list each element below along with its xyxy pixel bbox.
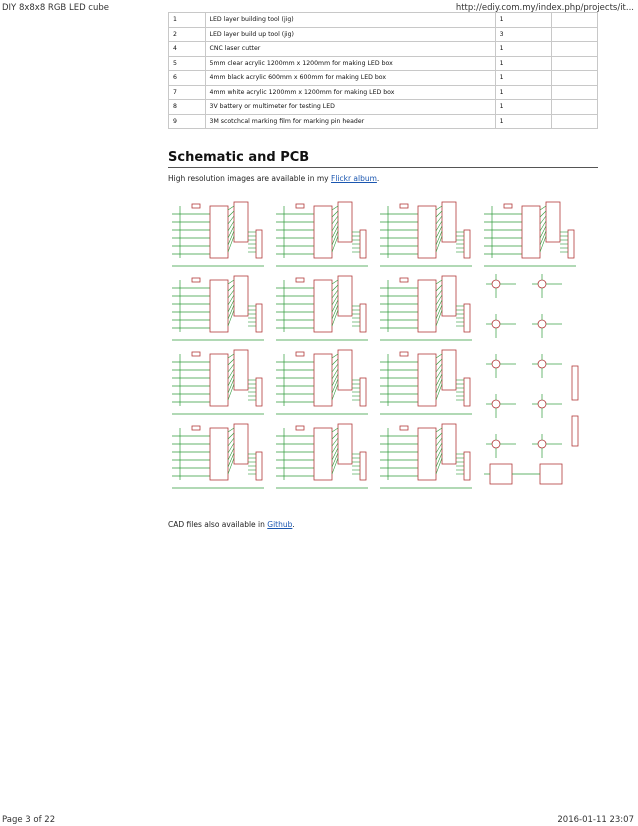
transistor-symbol — [492, 360, 500, 368]
resistor-symbol — [192, 204, 200, 208]
table-cell-num: 5 — [169, 56, 206, 71]
github-text: CAD files also available in — [168, 520, 268, 529]
wire — [228, 354, 234, 358]
wire — [436, 285, 442, 291]
resistor-symbol — [400, 352, 408, 356]
pin-header — [360, 230, 366, 258]
resistor-symbol — [504, 204, 512, 208]
wire — [228, 300, 234, 312]
resistor-symbol — [400, 426, 408, 430]
section-heading: Schematic and PCB — [168, 150, 598, 168]
table-row — [169, 71, 598, 86]
table-cell-qty: 1 — [495, 100, 551, 115]
ic-chip — [418, 354, 436, 406]
resistor-symbol — [296, 204, 304, 208]
wire — [228, 211, 234, 217]
wire — [332, 433, 338, 439]
wire — [436, 211, 442, 217]
ic-chip — [442, 202, 456, 242]
resistor-symbol — [192, 352, 200, 356]
ic-chip — [234, 350, 248, 390]
ic-chip — [442, 424, 456, 464]
wire — [436, 300, 442, 312]
table-cell-empty — [551, 56, 597, 71]
ic-chip — [314, 354, 332, 406]
table-cell-empty — [551, 27, 597, 42]
pin-header — [568, 230, 574, 258]
resistor-symbol — [296, 426, 304, 430]
table-cell-qty: 1 — [495, 114, 551, 129]
ic-chip — [210, 354, 228, 406]
table-row — [169, 114, 598, 129]
wire — [228, 206, 234, 210]
wire — [228, 433, 234, 439]
transistor-symbol — [492, 320, 500, 328]
wire — [332, 206, 338, 210]
ic-chip — [234, 276, 248, 316]
wire — [228, 448, 234, 460]
wire — [228, 226, 234, 238]
ic-chip — [442, 350, 456, 390]
wire — [332, 428, 338, 432]
table-cell-qty: 1 — [495, 85, 551, 100]
table-cell-empty — [551, 114, 597, 129]
table-cell-num: 6 — [169, 71, 206, 86]
table-cell-qty: 1 — [495, 13, 551, 28]
table-cell-desc: 3V battery or multimeter for testing LED — [205, 100, 495, 115]
resistor-symbol — [192, 426, 200, 430]
table-cell-num: 2 — [169, 27, 206, 42]
wire — [436, 206, 442, 210]
pin-header — [464, 230, 470, 258]
pin-header — [256, 304, 262, 332]
connector — [572, 416, 578, 446]
transistor-symbol — [538, 280, 546, 288]
table-cell-desc: 4mm white acrylic 1200mm x 1200mm for making LED box — [205, 85, 495, 100]
ic-chip — [234, 424, 248, 464]
connector — [572, 366, 578, 400]
wire — [436, 359, 442, 365]
pin-header — [256, 378, 262, 406]
wire — [540, 206, 546, 210]
table-cell-qty: 1 — [495, 56, 551, 71]
table-cell-desc: 3M scotchcal marking film for marking pin header — [205, 114, 495, 129]
pin-header — [256, 452, 262, 480]
table-cell-empty — [551, 100, 597, 115]
ic-chip — [314, 428, 332, 480]
wire — [332, 285, 338, 291]
table-cell-num: 7 — [169, 85, 206, 100]
ic-chip — [418, 206, 436, 258]
wire — [540, 211, 546, 217]
ic-chip — [338, 424, 352, 464]
table-cell-qty: 1 — [495, 71, 551, 86]
ic-chip — [338, 202, 352, 242]
transistor-symbol — [538, 400, 546, 408]
ic-chip — [338, 350, 352, 390]
footer-timestamp: 2016-01-11 23:07 — [557, 815, 634, 825]
transistor-symbol — [538, 360, 546, 368]
resistor-symbol — [192, 278, 200, 282]
pin-header — [464, 304, 470, 332]
ic-chip — [314, 280, 332, 332]
table-cell-desc: CNC laser cutter — [205, 42, 495, 57]
table-cell-num: 9 — [169, 114, 206, 129]
header-title: DIY 8x8x8 RGB LED cube — [2, 3, 109, 13]
transistor-symbol — [538, 320, 546, 328]
wire — [436, 448, 442, 460]
wire — [332, 300, 338, 312]
table-cell-empty — [551, 71, 597, 86]
wire — [332, 211, 338, 217]
pin-header — [464, 452, 470, 480]
table-row — [169, 100, 598, 115]
ic-chip — [210, 428, 228, 480]
github-text-end: . — [292, 520, 295, 529]
flickr-paragraph — [168, 174, 379, 183]
table-cell-qty: 3 — [495, 27, 551, 42]
table-row — [169, 27, 598, 42]
resistor-symbol — [296, 278, 304, 282]
github-paragraph — [168, 520, 295, 529]
flickr-text-end: . — [376, 174, 380, 183]
ic-chip — [546, 202, 560, 242]
table-cell-num: 4 — [169, 42, 206, 57]
pin-header — [256, 230, 262, 258]
pin-header — [360, 452, 366, 480]
table-row — [169, 85, 598, 100]
schematic-image — [168, 196, 598, 494]
wire — [436, 226, 442, 238]
wire — [436, 354, 442, 358]
tools-table — [168, 12, 598, 129]
table-cell-desc: 5mm clear acrylic 1200mm x 1200mm for making LED box — [205, 56, 495, 71]
ic-chip — [442, 276, 456, 316]
wire — [228, 280, 234, 284]
table-row — [169, 56, 598, 71]
wire — [436, 428, 442, 432]
wire — [332, 280, 338, 284]
ic-chip — [210, 206, 228, 258]
wire — [332, 226, 338, 238]
wire — [540, 226, 546, 238]
transistor-symbol — [538, 440, 546, 448]
pin-header — [464, 378, 470, 406]
pin-header — [360, 378, 366, 406]
table-cell-num: 8 — [169, 100, 206, 115]
table-cell-desc: LED layer build up tool (jig) — [205, 27, 495, 42]
transistor-symbol — [492, 280, 500, 288]
table-row — [169, 13, 598, 28]
wire — [436, 280, 442, 284]
resistor-symbol — [400, 278, 408, 282]
transistor-symbol — [492, 440, 500, 448]
table-cell-empty — [551, 85, 597, 100]
wire — [228, 285, 234, 291]
wire — [332, 354, 338, 358]
table-cell-empty — [551, 13, 597, 28]
wire — [228, 428, 234, 432]
ic-chip — [338, 276, 352, 316]
ic-chip — [522, 206, 540, 258]
table-cell-num: 1 — [169, 13, 206, 28]
transistor-symbol — [492, 400, 500, 408]
resistor-symbol — [296, 352, 304, 356]
table-cell-qty: 1 — [495, 42, 551, 57]
ic-chip — [314, 206, 332, 258]
wire — [332, 374, 338, 386]
table-cell-desc: LED layer building tool (jig) — [205, 13, 495, 28]
ic-chip — [490, 464, 512, 484]
ic-chip — [210, 280, 228, 332]
wire — [332, 359, 338, 365]
header-url: http://ediy.com.my/index.php/projects/it... — [455, 3, 634, 13]
wire — [436, 433, 442, 439]
ic-chip — [418, 428, 436, 480]
wire — [228, 374, 234, 386]
table-cell-empty — [551, 42, 597, 57]
github-link[interactable]: Github — [267, 520, 293, 529]
footer-page: Page 3 of 22 — [2, 815, 56, 825]
flickr-album-link[interactable]: Flickr album — [331, 174, 377, 183]
pin-header — [360, 304, 366, 332]
wire — [228, 359, 234, 365]
flickr-text: High resolution images are available in my — [168, 174, 331, 183]
ic-chip — [234, 202, 248, 242]
schematic-drawing — [172, 202, 578, 488]
table-cell-desc: 4mm black acrylic 600mm x 600mm for making LED box — [205, 71, 495, 86]
wire — [332, 448, 338, 460]
table-row — [169, 42, 598, 57]
wire — [436, 374, 442, 386]
ic-chip — [540, 464, 562, 484]
ic-chip — [418, 280, 436, 332]
resistor-symbol — [400, 204, 408, 208]
